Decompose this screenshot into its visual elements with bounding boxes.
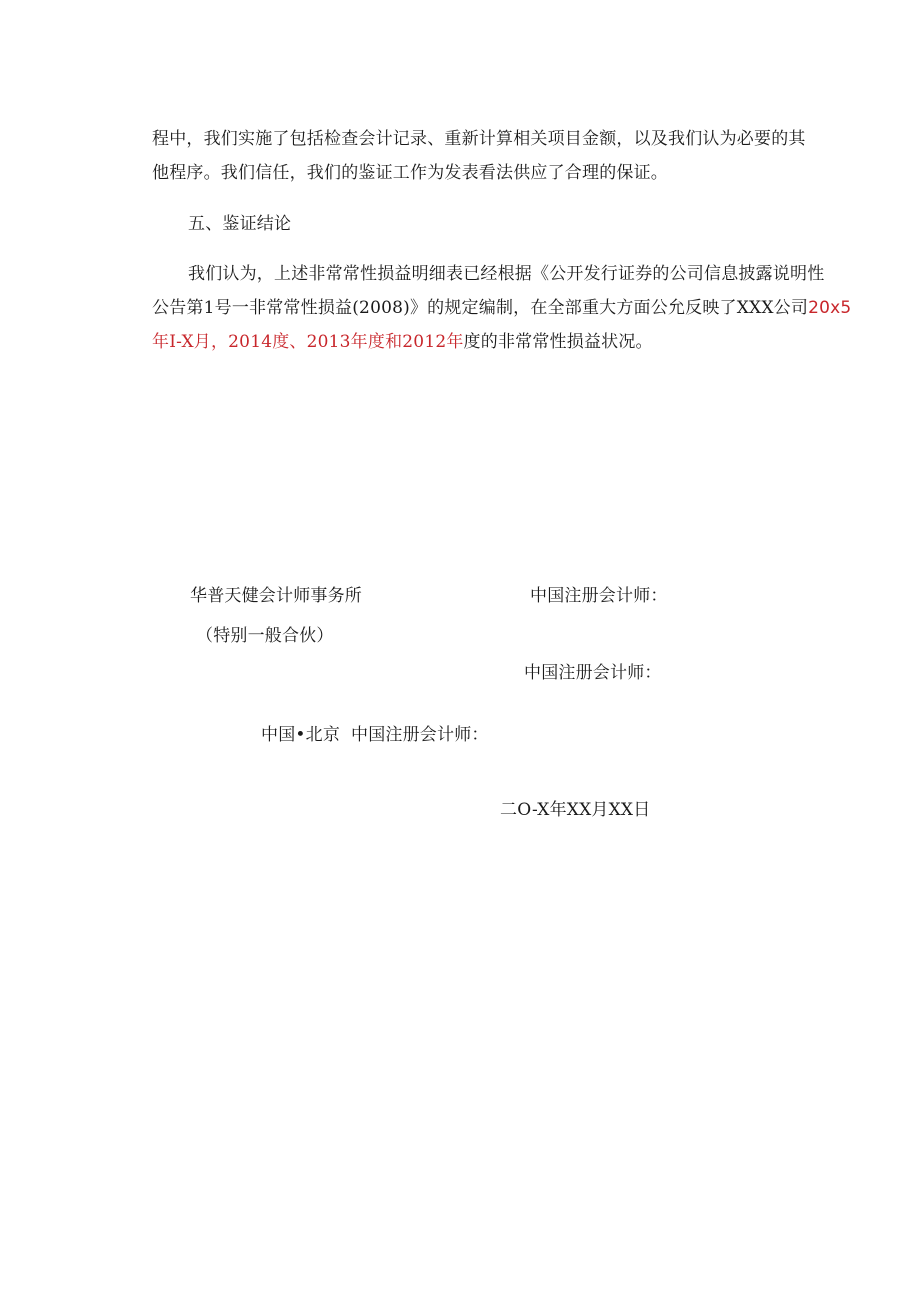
paragraph-2-line-3-text: 度的非常常性损益状况。 xyxy=(463,332,653,352)
paragraph-2-line-1: 我们认为，上述非常常性损益明细表已经根据《公开发行证券的公司信息披露说明性 xyxy=(188,264,825,284)
location: 中国•北京 xyxy=(261,725,341,745)
section-heading: 五、鉴证结论 xyxy=(188,214,292,234)
highlighted-periods: 年I-X月，2014度、2013年度和2012年 xyxy=(152,332,464,352)
cpa-signature-label-3: 中国注册会计师： xyxy=(351,725,489,745)
paragraph-2-line-2 xyxy=(152,298,851,318)
paragraph-2-line-3 xyxy=(152,332,653,352)
cpa-signature-label-1: 中国注册会计师： xyxy=(530,586,668,606)
firm-name: 华普天健会计师事务所 xyxy=(190,586,362,606)
paragraph-1-line-2: 他程序。我们信任，我们的鉴证工作为发表看法供应了合理的保证。 xyxy=(152,163,668,183)
report-date: 二O-X年XX月XX日 xyxy=(500,800,651,820)
highlighted-year: 20x5 xyxy=(808,298,852,318)
cpa-signature-label-2: 中国注册会计师： xyxy=(524,663,662,683)
paragraph-2-line-2-text: 公告第1号一非常常性损益(2008)》的规定编制，在全部重大方面公允反映了XXX公司 xyxy=(152,298,809,318)
firm-type: （特别一般合伙） xyxy=(196,626,334,646)
paragraph-1-line-1: 程中，我们实施了包括检查会计记录、重新计算相关项目金额，以及我们认为必要的其 xyxy=(152,129,806,149)
